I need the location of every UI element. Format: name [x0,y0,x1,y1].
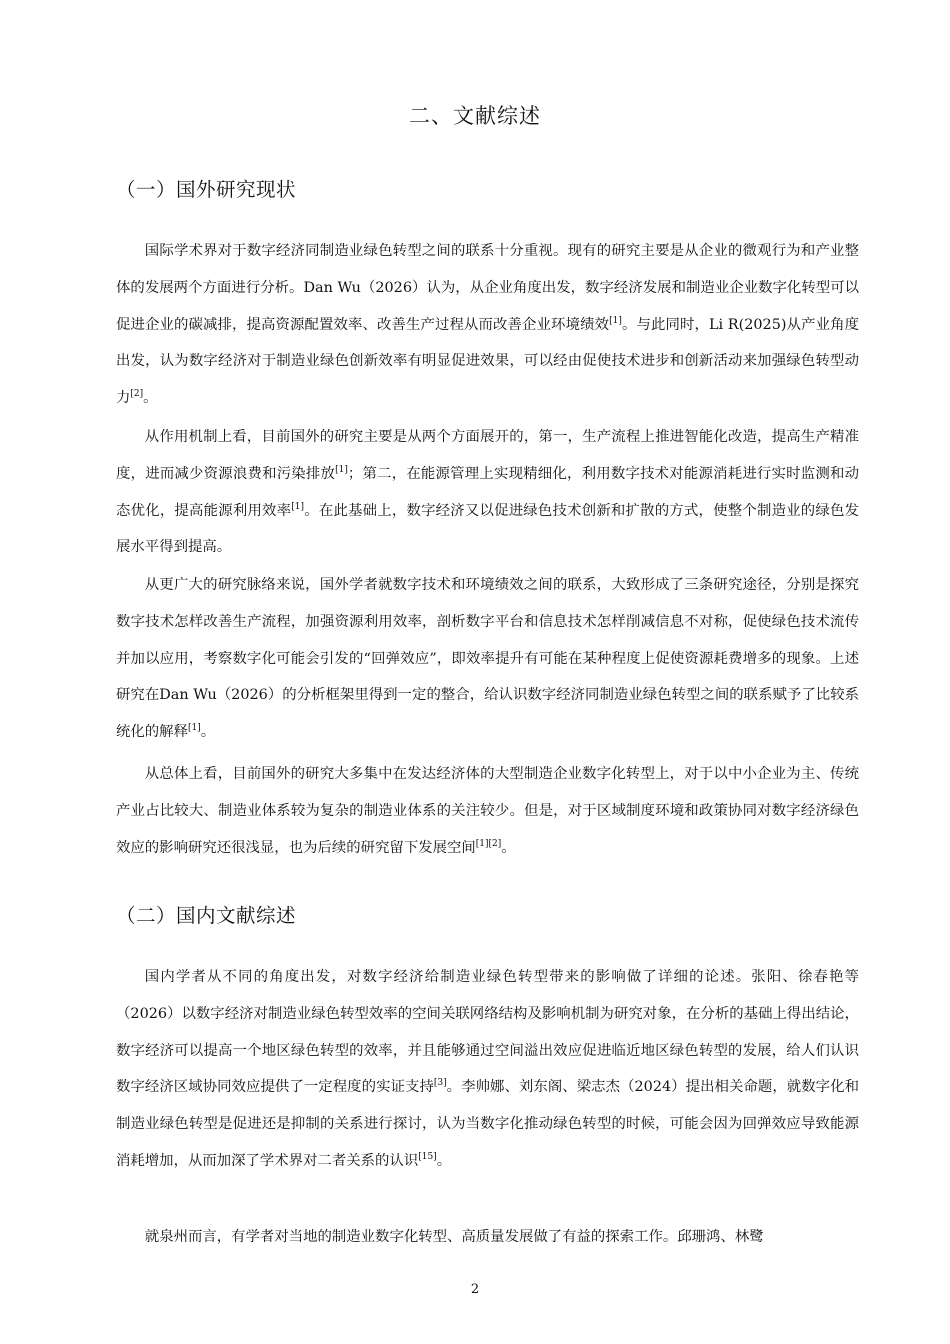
paragraph: 从更广大的研究脉络来说，国外学者就数字技术和环境绩效之间的联系，大致形成了三条研究途径，分别是探究数字技术怎样改善生产流程，加强资源利用效率，剖析数字平台和信息技术怎样削减信息不对称，促使绿色技术流传并加以应用，考察数字化可能会引发的“回弹效应”，即效率提升有可能在某种程度上促使资源耗费增多的现象。上述研究在Dan Wu（2026）的分析框架里得到一定的整合，给认识数字经济同制造业绿色转型之间的联系赋予了比较系统化的解释[1]。 [116,577,859,741]
paragraph: 从作用机制上看，目前国外的研究主要是从两个方面展开的，第一，生产流程上推进智能化改造，提高生产精准度，进而减少资源浪费和污染排放[1]；第二，在能源管理上实现精细化，利用数字技术对能源消耗进行实时监测和动态优化，提高能源利用效率[1]。在此基础上，数字经济又以促进绿色技术创新和扩散的方式，使整个制造业的绿色发展水平得到提高。 [116,429,859,556]
chapter-title: 二、文献综述 [409,104,541,128]
page-number: 2 [470,1282,480,1297]
section-heading-domestic: （二）国内文献综述 [116,904,297,927]
paragraph: 就泉州而言，有学者对当地的制造业数字化转型、高质量发展做了有益的探索工作。邱珊鸿、林鹭 [144,1229,764,1245]
citation: [1][2] [475,838,502,849]
citation: [1] [335,464,348,475]
paragraph: 国际学术界对于数字经济同制造业绿色转型之间的联系十分重视。现有的研究主要是从企业的微观行为和产业整体的发展两个方面进行分析。Dan Wu（2026）认为，从企业角度出发，数字经济发展和制造业企业数字化转型可以促进企业的碳减排，提高资源配置效率、改善生产过程从而改善企业环境绩效[1]。与此同时，Li R(2025)从产业角度出发，认为数字经济对于制造业绿色创新效率有明显促进效果，可以经由促使技术进步和创新活动来加强绿色转型动力[2]。 [116,243,859,407]
section-heading-foreign: （一）国外研究现状 [116,178,297,201]
citation: [15] [418,1151,437,1162]
citation: [1] [609,315,622,326]
paragraph: 国内学者从不同的角度出发，对数字经济给制造业绿色转型带来的影响做了详细的论述。张阳、徐春艳等（2026）以数字经济对制造业绿色转型效率的空间关联网络结构及影响机制为研究对象，在分析的基础上得出结论，数字经济可以提高一个地区绿色转型的效率，并且能够通过空间溢出效应促进临近地区绿色转型的发展，给人们认识数字经济区域协同效应提供了一定程度的实证支持[3]。李帅娜、刘东阁、梁志杰（2024）提出相关命题，就数字化和制造业绿色转型是促进还是抑制的关系进行探讨，认为当数字化推动绿色转型的时候，可能会因为回弹效应导致能源消耗增加，从而加深了学术界对二者关系的认识[15]。 [116,969,859,1169]
citation: [1] [187,723,201,734]
citation: [3] [433,1078,447,1089]
citation: [1] [291,501,305,512]
paragraph: 从总体上看，目前国外的研究大多集中在发达经济体的大型制造企业数字化转型上，对于以中小企业为主、传统产业占比较大、制造业体系较为复杂的制造业体系的关注较少。但是，对于区域制度环境和政策协同对数字经济绿色效应的影响研究还很浅显，也为后续的研究留下发展空间[1][2]。 [116,766,859,856]
citation: [2] [130,389,144,400]
